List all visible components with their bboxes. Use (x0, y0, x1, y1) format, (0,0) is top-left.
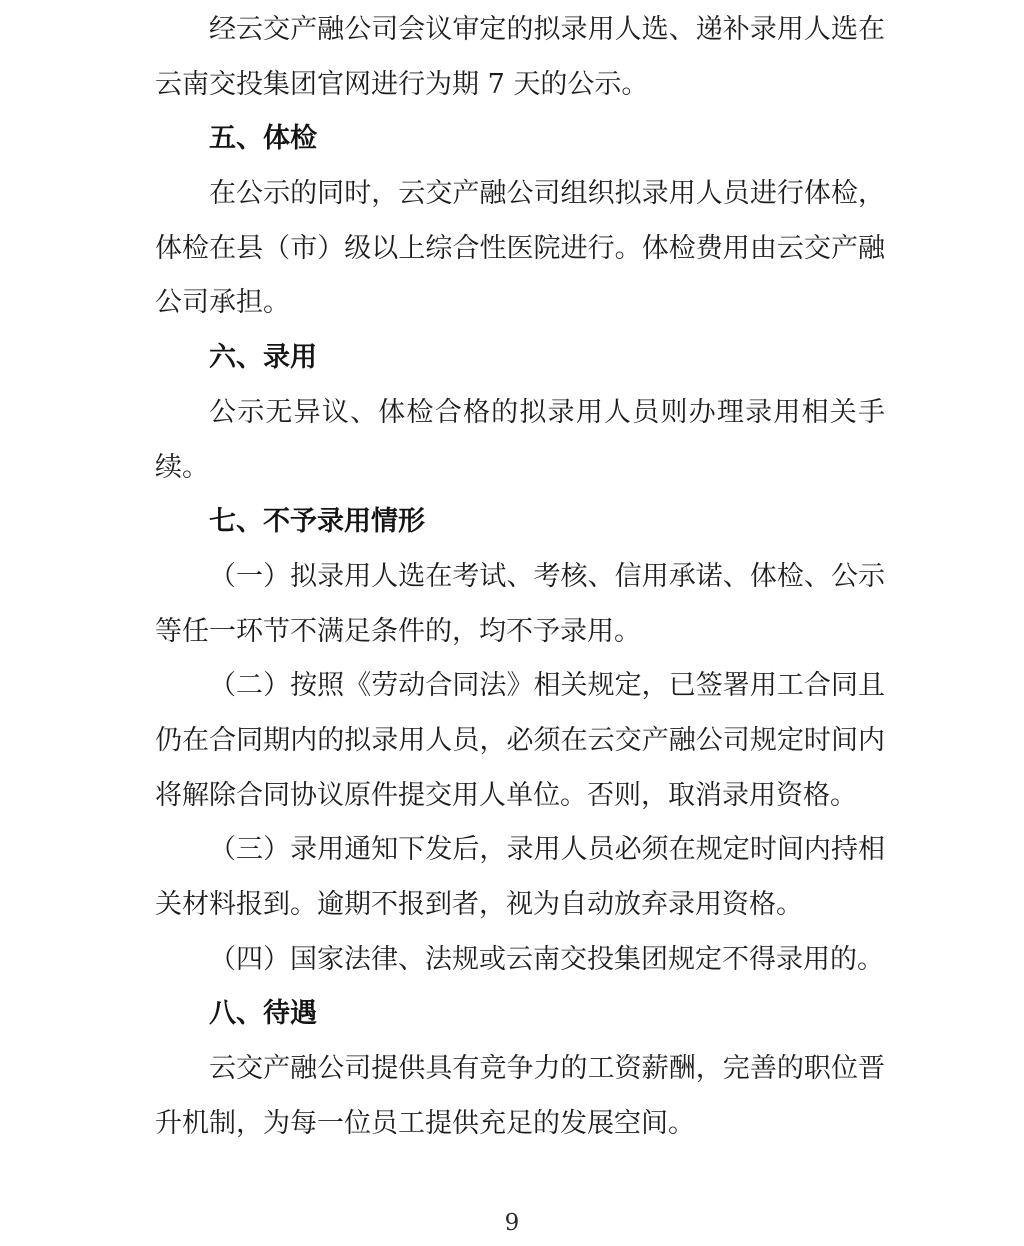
text-line: 关材料报到。逾期不报到者，视为自动放弃录用资格。 (155, 889, 803, 920)
text-line: 云交产融公司提供具有竞争力的工资薪酬，完善的职位晋 (209, 1053, 885, 1085)
paragraph (155, 386, 885, 495)
heading-physical-exam: 五、体检 (209, 123, 317, 155)
text-line: 等任一环节不满足条件的，均不予录用。 (155, 615, 641, 647)
text-line: （一）拟录用人选在考试、考核、信用承诺、体检、公示 (209, 560, 885, 592)
text-line: 公司承担。 (155, 287, 290, 319)
heading-rejection-cases: 七、不予录用情形 (209, 506, 425, 538)
text-line: 升机制，为每一位员工提供充足的发展空间。 (155, 1107, 695, 1139)
text-line: 云南交投集团官网进行为期 7 天的公示。 (155, 68, 649, 100)
text-line: 经云交产融公司会议审定的拟录用人选、递补录用人选在 (209, 14, 885, 45)
heading-employment: 六、录用 (209, 342, 317, 374)
page-number: 9 (504, 1210, 520, 1236)
paragraph (155, 3, 885, 112)
text-line: 体检在县（市）级以上综合性医院进行。体检费用由云交产融 (155, 232, 885, 264)
document-text-area (155, 3, 885, 1151)
paragraph (155, 1042, 885, 1151)
paragraph (155, 659, 885, 823)
paragraph (155, 933, 885, 988)
text-line: 续。 (155, 451, 209, 483)
paragraph (155, 167, 885, 331)
heading-compensation: 八、待遇 (209, 998, 317, 1030)
text-line: （四）国家法律、法规或云南交投集团规定不得录用的。 (209, 943, 884, 975)
text-line: 仍在合同期内的拟录用人员，必须在云交产融公司规定时间内 (155, 724, 885, 756)
paragraph (155, 823, 885, 932)
text-line: 在公示的同时，云交产融公司组织拟录用人员进行体检， (209, 178, 885, 210)
paragraph (155, 550, 885, 659)
text-line: （三）录用通知下发后，录用人员必须在规定时间内持相 (209, 834, 885, 866)
text-line: 公示无异议、体检合格的拟录用人员则办理录用相关手 (209, 396, 885, 428)
text-line: 将解除合同协议原件提交用人单位。否则，取消录用资格。 (155, 779, 857, 811)
text-line: （二）按照《劳动合同法》相关规定，已签署用工合同且 (209, 670, 885, 702)
